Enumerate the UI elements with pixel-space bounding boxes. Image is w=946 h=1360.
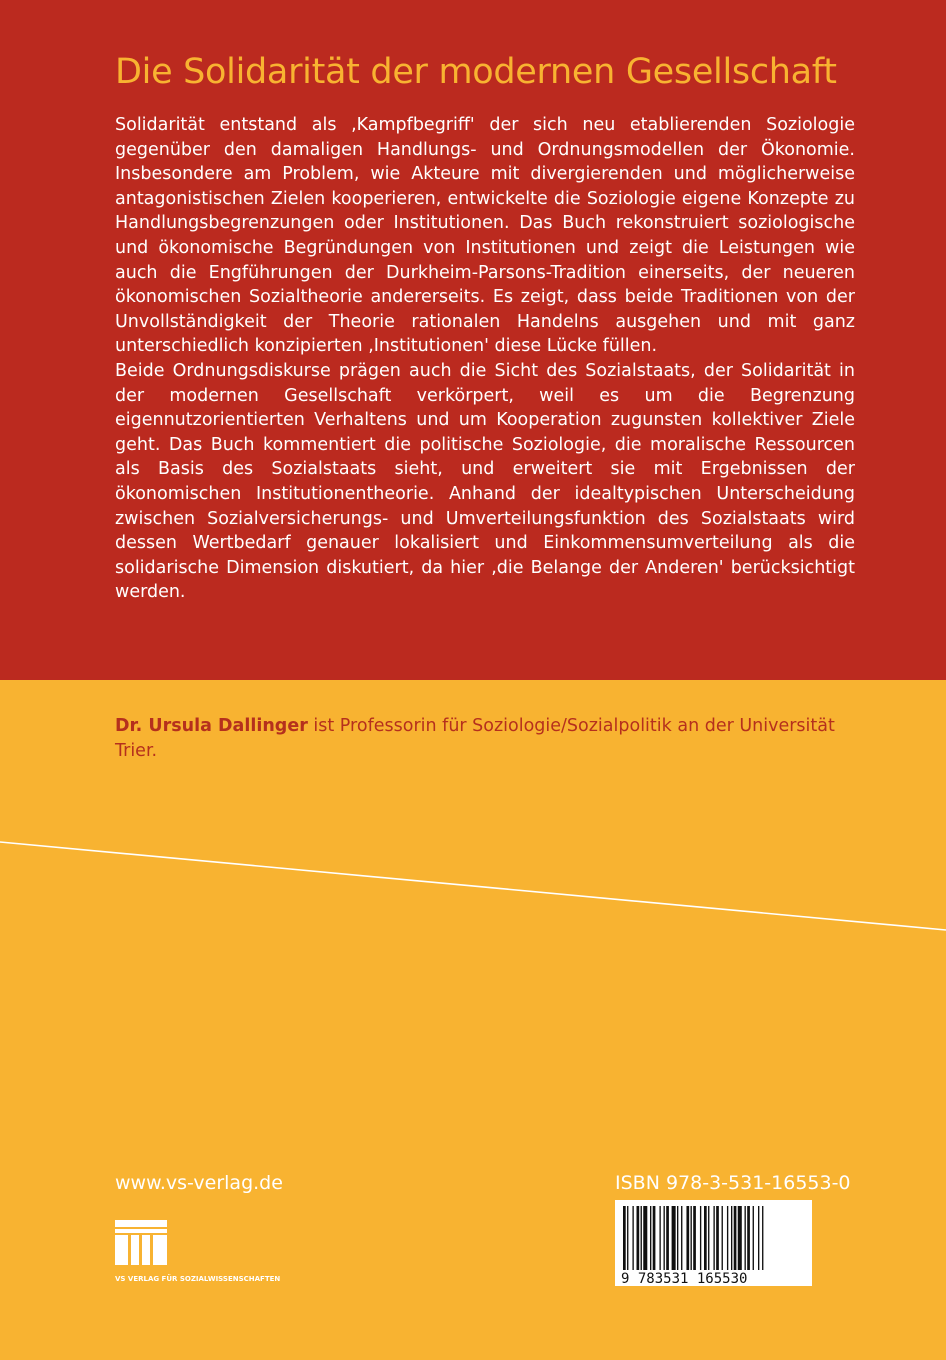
barcode-bar [681,1206,682,1270]
barcode-bar [731,1206,732,1270]
barcode-bar [653,1206,656,1270]
barcode-bar [693,1206,696,1270]
barcode-bar [708,1206,709,1270]
barcode-bar [650,1206,651,1270]
barcode-bar [713,1206,714,1270]
publisher-logo-text: VS VERLAG FÜR SOZIALWISSENSCHAFTEN [115,1275,281,1283]
barcode-bar [762,1206,763,1270]
book-title: Die Solidarität der modernen Gesellschaft [115,52,837,92]
barcode-bar [677,1206,678,1270]
blurb-paragraph-2: Beide Ordnungsdiskurse prägen auch die Sicht des Sozialstaats, der Solidarität in der modernen Gesellschaft verkörpert, weil es um die Begrenzung eigennutzorientierten Verhaltens und um Kooperation zugunsten kollektiver Ziele geht. Das Buch kommentiert die politische Soziologie, die moralische Ressourcen als Basis des Sozialstaats sieht, und erweitert sie mit Ergebnissen der ökonomischen Institutionentheorie. Anhand der idealtypischen Unterscheidung zwischen Sozialversicherungs- und Umverteilungsfunktion des Sozialstaats wird dessen Wertbedarf genauer lokalisiert und Einkommensumverteilung als die solidarische Dimension diskutiert, da hier ‚die Belange der Anderen' berücksichtigt werden. [115,360,855,603]
barcode-bar [641,1206,642,1270]
barcode-bar [704,1206,707,1270]
barcode-bar [666,1206,669,1270]
vs-verlag-logo-icon [115,1220,315,1288]
barcode-digits: 9 783531 165530 [621,1271,748,1286]
barcode-bar [700,1206,701,1270]
barcode [615,1200,812,1286]
barcode-bar [623,1206,626,1270]
barcode-bar [745,1206,746,1270]
diagonal-line [0,820,946,1020]
isbn-label: ISBN 978-3-531-16553-0 [615,1172,851,1194]
barcode-bar [753,1206,754,1270]
barcode-bar [722,1206,723,1270]
blurb-text [115,113,855,605]
barcode-bar [727,1206,728,1270]
publisher-logo [115,1220,315,1288]
barcode-bar [643,1206,647,1270]
barcode-bar [734,1206,737,1270]
barcode-bar [738,1206,742,1270]
blurb-paragraph-1: Solidarität entstand als ‚Kampfbegriff' der sich neu etablierenden Soziologie gegenüber den damaligen Handlungs- und Ordnungsmodellen der Ökonomie. Insbesondere am Problem, wie Akteure mit divergierenden und möglicherweise antagonistischen Zielen kooperieren, entwickelte die Soziologie eigene Konzepte zu Handlungsbegrenzungen oder Institutionen. Das Buch rekonstruiert soziologische und ökonomische Begründungen von Institutionen und zeigt die Leistungen wie auch die Engführungen der Durkheim-Parsons-Tradition einerseits, der neueren ökonomischen Sozialtheorie andererseits. Es zeigt, dass beide Traditionen von der Unvollständigkeit der Theorie rationalen Handelns ausgehen und mit ganz unterschiedlich konzipierten ‚Institutionen' diese Lücke füllen. [115,115,855,357]
barcode-bar [672,1206,676,1270]
barcode-bar [659,1206,660,1270]
barcode-bar [686,1206,689,1270]
barcode-bar [758,1206,759,1270]
barcode-bar [637,1206,640,1270]
barcode-bar [691,1206,692,1270]
barcode-bar [664,1206,665,1270]
author-description: ist Professorin für Soziologie/Sozialpolitik an der Universität Trier. [115,716,835,761]
barcode-graphic [615,1200,812,1286]
barcode-bar [632,1206,633,1270]
barcode-bar [627,1206,628,1270]
barcode-bar [747,1206,750,1270]
barcode-bar [716,1206,719,1270]
publisher-url[interactable]: www.vs-verlag.de [115,1172,283,1194]
author-name: Dr. Ursula Dallinger [115,716,308,736]
author-bio [115,714,835,764]
